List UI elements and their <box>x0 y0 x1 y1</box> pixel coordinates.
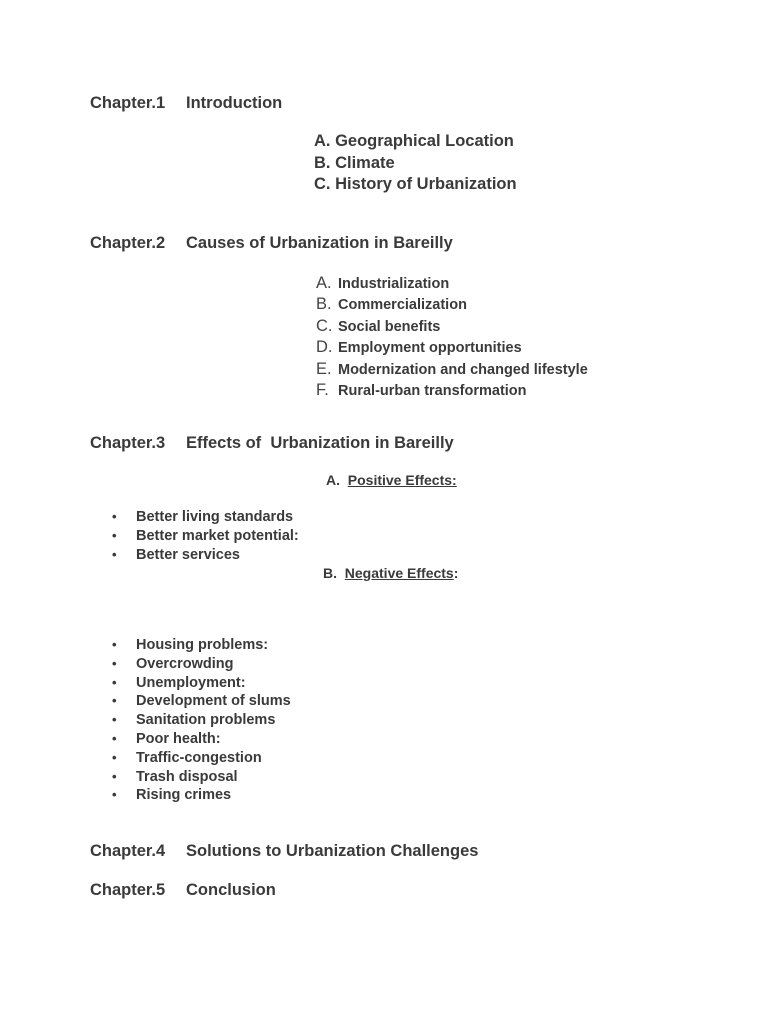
list-text: Unemployment: <box>136 674 246 691</box>
list-text: Overcrowding <box>136 655 234 672</box>
list-item <box>112 636 291 655</box>
bullet-icon: • <box>112 637 117 652</box>
list-item <box>112 786 291 805</box>
chapter-title: Conclusion <box>186 881 276 899</box>
list-text: Housing problems: <box>136 637 269 653</box>
bullet-icon: • <box>112 730 117 746</box>
list-item <box>112 655 291 674</box>
list-text: Modernization and changed lifestyle <box>338 361 588 378</box>
chapter-2-heading <box>90 234 453 253</box>
list-text: Better services <box>136 546 240 563</box>
list-text: Rural-urban transformation <box>338 383 527 400</box>
bullet-icon: • <box>112 674 117 690</box>
list-item <box>112 508 299 527</box>
list-text: Trash disposal <box>136 768 238 785</box>
list-item <box>316 316 588 337</box>
chapter-5-heading <box>90 881 276 900</box>
list-item: A. Geographical Location <box>314 132 514 150</box>
list-text: Commercialization <box>338 297 467 314</box>
positive-effects-list <box>112 508 299 564</box>
positive-effects-heading <box>326 472 457 488</box>
list-item <box>112 674 291 693</box>
list-item <box>112 711 291 730</box>
list-letter: D. <box>316 338 333 357</box>
negative-effects-list <box>112 636 291 805</box>
list-item <box>316 359 588 380</box>
chapter-number: Chapter.5 <box>90 881 166 899</box>
chapter-title: Introduction <box>186 94 283 112</box>
bullet-icon: • <box>112 787 117 803</box>
sub-label: Positive Effects: <box>347 472 457 488</box>
chapter-number: Chapter.1 <box>90 94 166 112</box>
sub-letter: B. <box>323 565 337 581</box>
list-item <box>112 749 291 768</box>
bullet-icon: • <box>112 712 117 728</box>
list-item <box>112 527 299 546</box>
list-text: Development of slums <box>136 693 291 710</box>
list-letter: F. <box>316 381 329 400</box>
list-text: Traffic-congestion <box>136 749 262 766</box>
bullet-icon: • <box>112 655 117 671</box>
chapter-title: Effects of Urbanization in Bareilly <box>186 434 454 452</box>
list-item <box>316 337 588 358</box>
list-item <box>316 380 588 401</box>
chapter-number: Chapter.4 <box>90 842 166 860</box>
sub-colon: : <box>453 565 459 581</box>
list-letter: B. <box>316 295 332 314</box>
list-text: Social benefits <box>338 318 441 335</box>
list-text: Industrialization <box>338 276 450 292</box>
chapter-2-list <box>316 273 588 401</box>
list-text: Better living standards <box>136 509 294 525</box>
list-text: Better market potential: <box>136 527 299 544</box>
list-letter: C. <box>316 316 333 335</box>
bullet-icon: • <box>112 693 117 709</box>
bullet-icon: • <box>112 527 117 543</box>
list-item <box>112 546 299 565</box>
list-item <box>112 692 291 711</box>
list-letter: A. <box>316 274 332 292</box>
chapter-title: Causes of Urbanization in Bareilly <box>186 234 453 252</box>
bullet-icon: • <box>112 768 117 784</box>
chapter-1-list <box>314 131 517 196</box>
list-text: Rising crimes <box>136 787 232 804</box>
list-letter: E. <box>316 359 332 378</box>
list-text: Employment opportunities <box>338 340 522 357</box>
chapter-3-heading <box>90 434 454 453</box>
sub-label: Negative Effects <box>344 565 454 581</box>
bullet-icon: • <box>112 749 117 765</box>
list-item <box>316 273 588 294</box>
chapter-4-heading <box>90 842 478 861</box>
sub-letter: A. <box>326 472 340 488</box>
negative-effects-heading <box>323 565 458 581</box>
chapter-number: Chapter.2 <box>90 234 166 252</box>
list-item <box>112 730 291 749</box>
bullet-icon: • <box>112 546 117 562</box>
chapter-number: Chapter.3 <box>90 434 166 452</box>
list-item: C. History of Urbanization <box>314 175 517 193</box>
list-item: B. Climate <box>314 153 395 172</box>
list-text: Sanitation problems <box>136 712 276 729</box>
list-item <box>316 294 588 315</box>
chapter-1-heading <box>90 94 282 113</box>
list-text: Poor health: <box>136 730 221 747</box>
list-item <box>112 768 291 787</box>
bullet-icon: • <box>112 509 117 524</box>
chapter-title: Solutions to Urbanization Challenges <box>186 842 479 860</box>
